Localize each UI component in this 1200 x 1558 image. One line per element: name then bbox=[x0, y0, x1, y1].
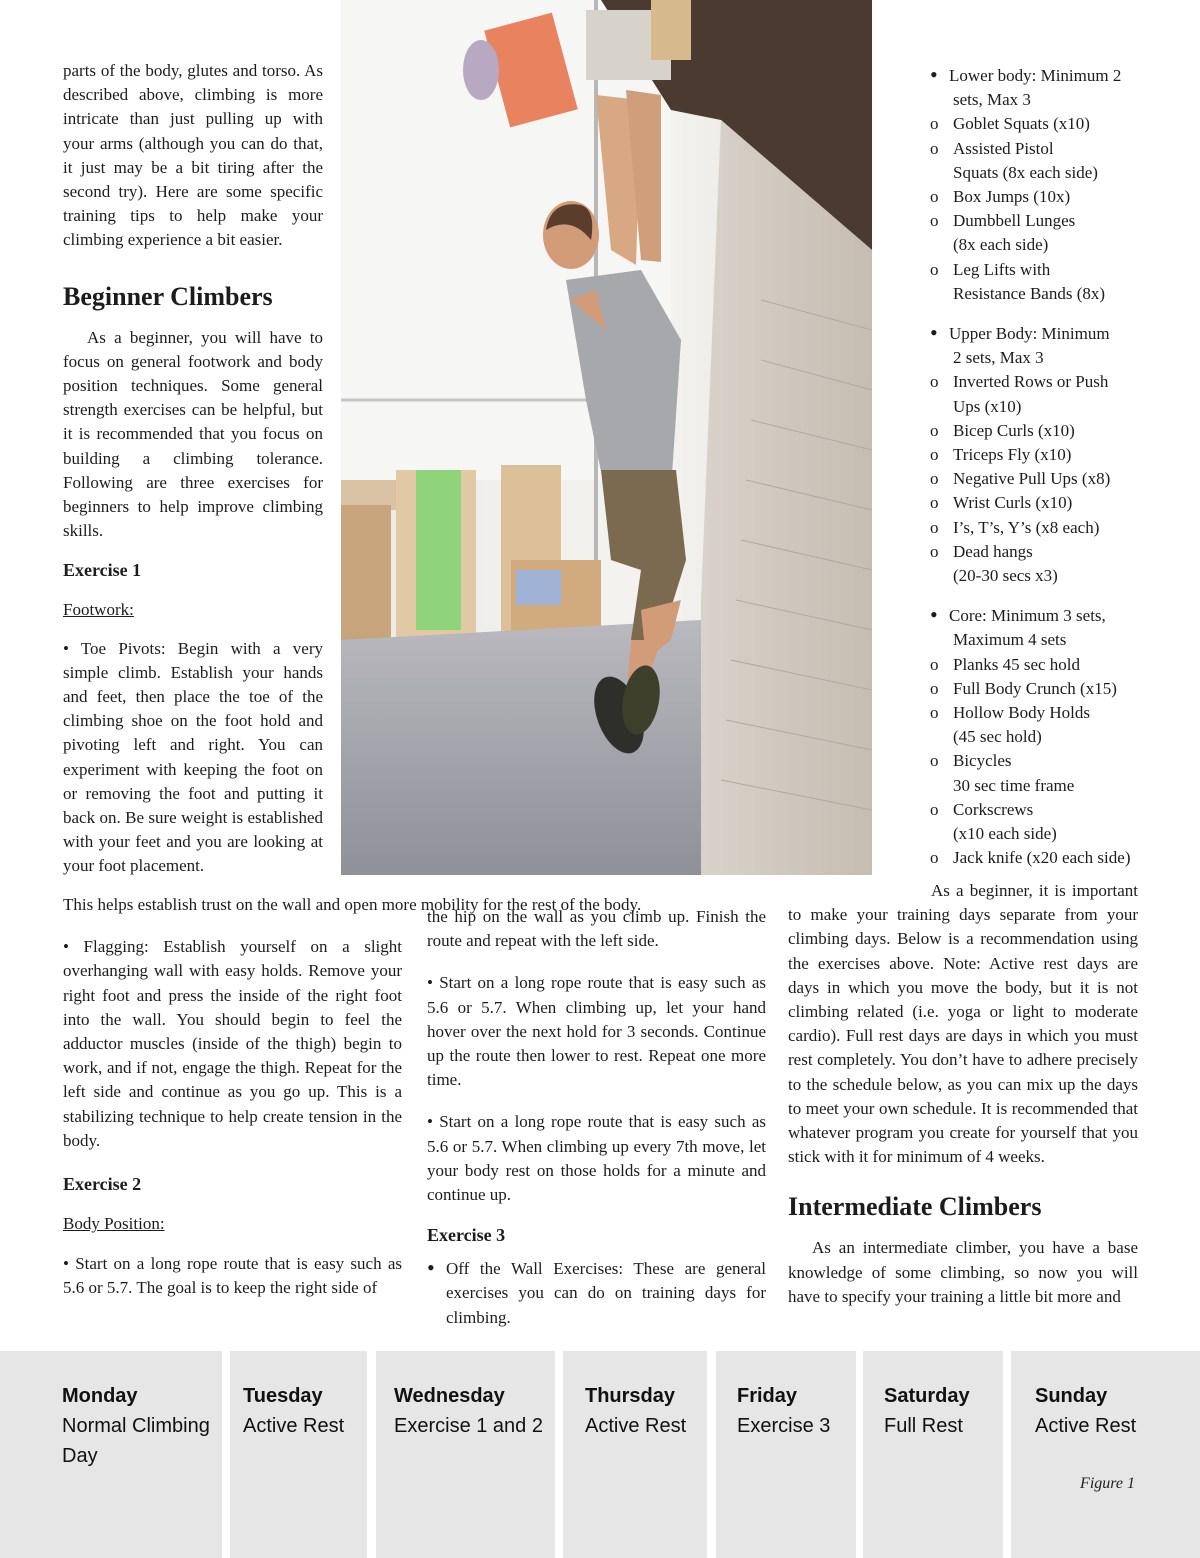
exercise-list-item-text: Goblet Squats (x10) bbox=[953, 114, 1090, 134]
exercise-1-subheading: Footwork: bbox=[63, 600, 134, 620]
exercise-list-item-text: (45 sec hold) bbox=[953, 727, 1042, 747]
schedule-day-name: Monday bbox=[62, 1385, 138, 1407]
sub-bullet-icon: o bbox=[930, 703, 939, 723]
exercise-list-item bbox=[930, 467, 1145, 491]
schedule-day-activity: Active Rest bbox=[585, 1415, 687, 1437]
sub-bullet-icon: o bbox=[930, 114, 939, 134]
exercise-list-item-text: Triceps Fly (x10) bbox=[953, 445, 1072, 465]
upper-body-heading-text: Upper Body: Minimum bbox=[949, 324, 1110, 344]
exercise-2-heading: Exercise 2 bbox=[63, 1174, 142, 1195]
bullet-icon: • bbox=[930, 602, 938, 628]
sub-bullet-icon: o bbox=[930, 420, 939, 440]
sub-bullet-icon: o bbox=[930, 799, 939, 819]
schedule-intro-paragraph: As a beginner, it is important to make your training days separate from your climbing days. Below is a recommendation using the exercises above. Note: Active rest days are days in which you move the body, but it is not climbing related (i.e. yoga or light to moderate cardio). Full rest days are days in which you must rest completely. You don’t have to adhere precisely to the schedule below, as you can mix up the days to meet your own schedule. It is recommended that whatever program you create for yourself that you stick with it for minimum of 4 weeks. bbox=[788, 881, 1138, 1167]
schedule-day-activity: Active Rest bbox=[243, 1415, 345, 1437]
exercise-2-item-3: • Start on a long rope route that is easy such as 5.6 or 5.7. When climbing up every 7th move, let your body rest on those holds for a minute and continue up. bbox=[427, 1112, 766, 1205]
exercise-list-item bbox=[930, 419, 1145, 443]
exercise-list-item bbox=[930, 443, 1145, 467]
sub-bullet-icon: o bbox=[930, 445, 939, 465]
core-heading-text: Core: Minimum 3 sets, bbox=[949, 606, 1106, 626]
schedule-day-monday bbox=[0, 1351, 222, 1558]
sub-bullet-icon: o bbox=[930, 138, 939, 158]
sub-bullet-icon: o bbox=[930, 493, 939, 513]
exercise-list-item bbox=[930, 798, 1145, 846]
schedule-day-activity: Active Rest bbox=[1035, 1415, 1137, 1437]
beginner-paragraph: As a beginner, you will have to focus on general footwork and body position techniques. Some general strength exercises can be helpful, but it is recommended that you focus on building a climbing tolerance. Following are three exercises for beginners to help improve climbing skills. bbox=[63, 327, 323, 541]
upper-body-heading-cont: 2 sets, Max 3 bbox=[953, 348, 1044, 368]
exercise-2-subheading: Body Position: bbox=[63, 1214, 165, 1234]
upper-body-group bbox=[930, 322, 1145, 588]
core-heading bbox=[930, 604, 1145, 628]
exercise-list-item bbox=[930, 653, 1145, 677]
exercise-list-item bbox=[930, 749, 1145, 797]
lower-body-heading bbox=[930, 64, 1145, 88]
exercise-list-item-text: Jack knife (x20 each side) bbox=[953, 848, 1131, 868]
lower-body-heading-cont: sets, Max 3 bbox=[953, 90, 1031, 110]
sub-bullet-icon: o bbox=[930, 848, 939, 868]
exercise-list-item bbox=[930, 112, 1145, 136]
intermediate-paragraph: As an intermediate climber, you have a base knowledge of some climbing, so now you will have to specify your training a little bit more and bbox=[788, 1238, 1138, 1306]
schedule-day-activity: Exercise 3 bbox=[737, 1415, 831, 1437]
exercise-list-item bbox=[930, 540, 1145, 588]
exercise-list-item-text: Inverted Rows or Push bbox=[953, 372, 1109, 392]
exercise-list-item bbox=[930, 258, 1145, 306]
schedule-day-activity: Exercise 1 and 2 bbox=[394, 1415, 543, 1437]
sub-bullet-icon: o bbox=[930, 372, 939, 392]
lower-body-heading-text: Lower body: Minimum 2 bbox=[949, 66, 1122, 85]
schedule-day-activity: Full Rest bbox=[884, 1415, 963, 1437]
schedule-day-activity: Normal Climbing Day bbox=[62, 1415, 210, 1467]
exercise-list-item-text: Bicycles bbox=[953, 751, 1012, 771]
core-group bbox=[930, 604, 1145, 870]
exercise-list-item-text: Planks 45 sec hold bbox=[953, 654, 1081, 674]
exercise-list-item-text: Box Jumps (10x) bbox=[953, 187, 1071, 207]
exercise-list-item-text: Full Body Crunch (x15) bbox=[953, 678, 1117, 698]
column-right-bottom bbox=[788, 879, 1138, 1309]
exercise-list-item bbox=[930, 491, 1145, 515]
column-left-top bbox=[63, 59, 323, 879]
exercise-list-item-text: Dumbbell Lunges bbox=[953, 211, 1076, 231]
bullet-icon: • bbox=[930, 320, 938, 346]
schedule-day-name: Sunday bbox=[1035, 1385, 1108, 1407]
sub-bullet-icon: o bbox=[930, 751, 939, 771]
exercise-list-item bbox=[930, 516, 1145, 540]
schedule-day-wednesday bbox=[376, 1351, 555, 1558]
exercise-list-item bbox=[930, 677, 1145, 701]
sub-bullet-icon: o bbox=[930, 654, 939, 674]
schedule-day-name: Wednesday bbox=[394, 1385, 505, 1407]
exercise-list-item-text: Assisted Pistol bbox=[953, 138, 1054, 158]
intro-paragraph: parts of the body, glutes and torso. As described above, climbing is more intricate than just pulling up with your arms (although you can do that, it just may be a bit tiring after the second try). Here are some specific training tips to help make your climbing experience a bit easier. bbox=[63, 61, 323, 250]
schedule-day-name: Saturday bbox=[884, 1385, 970, 1407]
schedule-day-friday bbox=[716, 1351, 856, 1558]
sub-bullet-icon: o bbox=[930, 678, 939, 698]
exercise-2-item-2: • Start on a long rope route that is easy such as 5.6 or 5.7. When climbing up, let your hand hover over the next hold for 3 seconds. Continue up the route then lower to rest. Repeat one more time. bbox=[427, 973, 766, 1090]
exercise-list-item bbox=[930, 185, 1145, 209]
exercise-3-text: Off the Wall Exercises: These are general exercises you can do on training days for climbing. bbox=[446, 1259, 766, 1327]
exercise-list-item-text: I’s, T’s, Y’s (x8 each) bbox=[953, 517, 1100, 537]
schedule-day-sunday bbox=[1011, 1351, 1200, 1558]
sub-bullet-icon: o bbox=[930, 541, 939, 561]
bullet-icon: • bbox=[427, 1255, 435, 1281]
intermediate-heading: Intermediate Climbers bbox=[788, 1192, 1042, 1222]
schedule-day-saturday bbox=[863, 1351, 1003, 1558]
weekly-schedule bbox=[0, 1351, 1200, 1558]
exercise-list-item-text: 30 sec time frame bbox=[953, 775, 1075, 795]
lower-body-group bbox=[930, 64, 1145, 306]
sub-bullet-icon: o bbox=[930, 469, 939, 489]
exercise-list-item-text: Bicep Curls (x10) bbox=[953, 420, 1075, 440]
beginner-heading: Beginner Climbers bbox=[63, 281, 273, 311]
exercise-list-item bbox=[930, 370, 1145, 418]
exercise-list-item-text: Wrist Curls (x10) bbox=[953, 493, 1073, 513]
exercise-3-heading: Exercise 3 bbox=[427, 1225, 506, 1246]
climber-photo bbox=[341, 0, 872, 875]
exercise-list-item bbox=[930, 137, 1145, 185]
exercise-list-item-text: Resistance Bands (8x) bbox=[953, 283, 1106, 303]
exercise-list-item-text: Corkscrews bbox=[953, 799, 1034, 819]
core-heading-cont: Maximum 4 sets bbox=[953, 630, 1067, 650]
toe-pivots-end: This helps establish trust on the wall and open more mobility for the rest of the body. bbox=[63, 895, 642, 914]
upper-body-heading bbox=[930, 322, 1145, 346]
flagging-paragraph: • Flagging: Establish yourself on a slight overhanging wall with easy holds. Remove your right foot and press the inside of the right foot into the wall. You should begin to feel the adductor muscles (inside of the thigh) begin to work, and if not, engage the thigh. Repeat for the left side and continue as you go up. This is a stabilizing technique to help create tension in the body. bbox=[63, 937, 402, 1150]
exercise-2-item: • Start on a long rope route that is easy such as 5.6 or 5.7. The goal is to keep the right side of bbox=[63, 1254, 402, 1298]
sub-bullet-icon: o bbox=[930, 517, 939, 537]
schedule-day-name: Friday bbox=[737, 1385, 798, 1407]
exercise-list-item bbox=[930, 846, 1145, 870]
column-middle bbox=[427, 905, 766, 1330]
schedule-day-name: Thursday bbox=[585, 1385, 676, 1407]
exercise-list-item-text: (20-30 secs x3) bbox=[953, 566, 1058, 586]
bullet-icon: • bbox=[930, 62, 938, 87]
exercise-list-item-text: (8x each side) bbox=[953, 235, 1049, 255]
schedule-day-name: Tuesday bbox=[243, 1385, 323, 1407]
schedule-day-tuesday bbox=[230, 1351, 367, 1558]
sub-bullet-icon: o bbox=[930, 259, 939, 279]
exercise-list-item-text: Squats (8x each side) bbox=[953, 162, 1098, 182]
figure-caption: Figure 1 bbox=[1080, 1475, 1135, 1492]
exercise-1-heading: Exercise 1 bbox=[63, 560, 142, 581]
exercise-2-continued: the hip on the wall as you climb up. Finish the route and repeat with the left side. bbox=[427, 907, 766, 951]
toe-pivots-paragraph: • Toe Pivots: Begin with a very simple climb. Establish your hands and feet, then place the toe of the climbing shoe on the foot hold and pivoting left and right. You can experiment with keeping the foot on or removing the foot and putting it back on. Be sure weight is established with your feet and you are looking at your foot placement. bbox=[63, 638, 323, 876]
exercise-3-item bbox=[427, 1257, 766, 1330]
column-right-list bbox=[930, 64, 1145, 871]
exercise-list-item-text: Negative Pull Ups (x8) bbox=[953, 469, 1111, 489]
exercise-list-item bbox=[930, 701, 1145, 749]
sub-bullet-icon: o bbox=[930, 211, 939, 231]
sub-bullet-icon: o bbox=[930, 187, 939, 207]
exercise-list-item-text: Ups (x10) bbox=[953, 396, 1022, 416]
exercise-list-item-text: Dead hangs bbox=[953, 541, 1033, 561]
exercise-list-item-text: (x10 each side) bbox=[953, 824, 1057, 844]
exercise-list-item bbox=[930, 209, 1145, 257]
exercise-list-item-text: Leg Lifts with bbox=[953, 259, 1051, 279]
exercise-list-item-text: Hollow Body Holds bbox=[953, 703, 1090, 723]
schedule-day-thursday bbox=[563, 1351, 707, 1558]
